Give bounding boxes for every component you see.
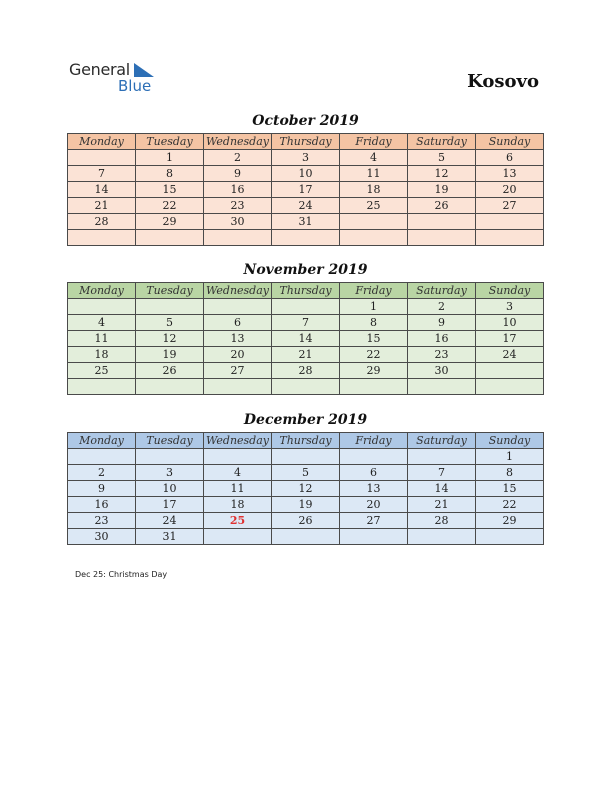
day-cell: 3	[136, 465, 204, 481]
day-cell	[136, 379, 204, 395]
day-cell	[68, 379, 136, 395]
day-cell	[204, 299, 272, 315]
day-cell: 21	[68, 198, 136, 214]
weekday-header: Sunday	[476, 283, 544, 299]
day-cell: 9	[408, 315, 476, 331]
day-cell	[68, 150, 136, 166]
weekday-header: Sunday	[476, 433, 544, 449]
day-cell: 5	[136, 315, 204, 331]
day-cell: 14	[408, 481, 476, 497]
day-cell: 13	[476, 166, 544, 182]
day-cell: 8	[136, 166, 204, 182]
day-cell	[272, 529, 340, 545]
day-cell	[136, 299, 204, 315]
day-cell	[272, 449, 340, 465]
week-row	[68, 465, 544, 481]
weekday-header-row	[68, 283, 544, 299]
day-cell: 17	[136, 497, 204, 513]
weekday-header: Saturday	[408, 433, 476, 449]
day-cell: 24	[136, 513, 204, 529]
day-cell: 15	[340, 331, 408, 347]
day-cell	[68, 449, 136, 465]
day-cell	[272, 379, 340, 395]
day-cell: 10	[476, 315, 544, 331]
day-cell: 23	[408, 347, 476, 363]
day-cell: 4	[68, 315, 136, 331]
day-cell: 31	[272, 214, 340, 230]
day-cell	[68, 299, 136, 315]
day-cell	[340, 230, 408, 246]
weekday-header: Tuesday	[136, 433, 204, 449]
day-cell: 30	[68, 529, 136, 545]
day-cell: 22	[136, 198, 204, 214]
week-row	[68, 299, 544, 315]
weekday-header: Monday	[68, 283, 136, 299]
day-cell	[476, 379, 544, 395]
calendar-november	[67, 282, 544, 395]
day-cell: 28	[272, 363, 340, 379]
day-cell: 27	[476, 198, 544, 214]
day-cell: 11	[340, 166, 408, 182]
weekday-header: Thursday	[272, 433, 340, 449]
day-cell	[204, 379, 272, 395]
logo-word-general: General	[69, 60, 130, 79]
weekday-header: Thursday	[272, 134, 340, 150]
calendar-body	[68, 299, 544, 395]
week-row	[68, 315, 544, 331]
weekday-header: Saturday	[408, 283, 476, 299]
day-cell: 16	[68, 497, 136, 513]
calendar-body	[68, 449, 544, 545]
day-cell	[204, 449, 272, 465]
week-row	[68, 513, 544, 529]
day-cell	[272, 299, 340, 315]
day-cell: 4	[340, 150, 408, 166]
week-row	[68, 150, 544, 166]
day-cell: 8	[340, 315, 408, 331]
week-row	[68, 529, 544, 545]
day-cell: 24	[272, 198, 340, 214]
day-cell: 11	[68, 331, 136, 347]
day-cell: 19	[272, 497, 340, 513]
weekday-header: Saturday	[408, 134, 476, 150]
day-cell: 16	[204, 182, 272, 198]
day-cell: 19	[408, 182, 476, 198]
day-cell: 20	[204, 347, 272, 363]
month-title-december: December 2019	[243, 412, 368, 428]
weekday-header: Thursday	[272, 283, 340, 299]
day-cell	[204, 230, 272, 246]
day-cell	[408, 230, 476, 246]
day-cell: 13	[204, 331, 272, 347]
day-cell: 30	[204, 214, 272, 230]
week-row	[68, 198, 544, 214]
day-cell: 25	[340, 198, 408, 214]
day-cell: 28	[68, 214, 136, 230]
day-cell: 17	[476, 331, 544, 347]
weekday-header: Tuesday	[136, 283, 204, 299]
holiday-day-cell: 25	[204, 513, 272, 529]
day-cell	[408, 529, 476, 545]
week-row	[68, 166, 544, 182]
day-cell	[68, 230, 136, 246]
day-cell	[204, 529, 272, 545]
day-cell: 21	[408, 497, 476, 513]
weekday-header: Wednesday	[204, 433, 272, 449]
day-cell: 4	[204, 465, 272, 481]
day-cell: 6	[476, 150, 544, 166]
day-cell: 23	[204, 198, 272, 214]
day-cell: 28	[408, 513, 476, 529]
day-cell	[340, 379, 408, 395]
day-cell: 29	[340, 363, 408, 379]
day-cell: 6	[340, 465, 408, 481]
country-title: Kosovo	[467, 71, 539, 92]
day-cell: 14	[68, 182, 136, 198]
day-cell	[136, 230, 204, 246]
weekday-header: Friday	[340, 134, 408, 150]
day-cell: 1	[476, 449, 544, 465]
day-cell: 7	[408, 465, 476, 481]
day-cell: 15	[476, 481, 544, 497]
day-cell: 3	[272, 150, 340, 166]
day-cell: 8	[476, 465, 544, 481]
day-cell: 20	[340, 497, 408, 513]
day-cell: 1	[340, 299, 408, 315]
day-cell: 26	[136, 363, 204, 379]
day-cell: 15	[136, 182, 204, 198]
day-cell: 3	[476, 299, 544, 315]
day-cell: 1	[136, 150, 204, 166]
day-cell: 9	[204, 166, 272, 182]
day-cell: 18	[204, 497, 272, 513]
day-cell: 27	[340, 513, 408, 529]
day-cell: 5	[272, 465, 340, 481]
day-cell: 10	[136, 481, 204, 497]
day-cell: 22	[476, 497, 544, 513]
day-cell: 26	[408, 198, 476, 214]
weekday-header-row	[68, 134, 544, 150]
day-cell	[408, 379, 476, 395]
day-cell: 20	[476, 182, 544, 198]
day-cell: 31	[136, 529, 204, 545]
day-cell: 9	[68, 481, 136, 497]
holiday-note: Dec 25: Christmas Day	[75, 570, 168, 579]
weekday-header: Friday	[340, 433, 408, 449]
day-cell: 5	[408, 150, 476, 166]
weekday-header: Friday	[340, 283, 408, 299]
brand-logo	[69, 60, 169, 96]
day-cell: 23	[68, 513, 136, 529]
day-cell	[476, 230, 544, 246]
week-row	[68, 230, 544, 246]
day-cell: 27	[204, 363, 272, 379]
weekday-header: Wednesday	[204, 283, 272, 299]
weekday-header: Monday	[68, 134, 136, 150]
day-cell: 2	[68, 465, 136, 481]
day-cell: 10	[272, 166, 340, 182]
day-cell: 2	[408, 299, 476, 315]
week-row	[68, 481, 544, 497]
day-cell: 24	[476, 347, 544, 363]
day-cell: 18	[68, 347, 136, 363]
day-cell	[340, 214, 408, 230]
day-cell	[476, 529, 544, 545]
day-cell: 21	[272, 347, 340, 363]
day-cell: 17	[272, 182, 340, 198]
weekday-header: Wednesday	[204, 134, 272, 150]
day-cell	[476, 363, 544, 379]
day-cell: 16	[408, 331, 476, 347]
week-row	[68, 331, 544, 347]
day-cell: 19	[136, 347, 204, 363]
weekday-header: Sunday	[476, 134, 544, 150]
week-row	[68, 379, 544, 395]
calendar-december	[67, 432, 544, 545]
day-cell: 25	[68, 363, 136, 379]
day-cell: 29	[476, 513, 544, 529]
calendar-october	[67, 133, 544, 246]
logo-triangle-icon	[134, 63, 154, 77]
week-row	[68, 214, 544, 230]
week-row	[68, 347, 544, 363]
day-cell	[272, 230, 340, 246]
week-row	[68, 363, 544, 379]
weekday-header: Monday	[68, 433, 136, 449]
day-cell: 18	[340, 182, 408, 198]
day-cell: 7	[272, 315, 340, 331]
day-cell: 22	[340, 347, 408, 363]
day-cell	[408, 449, 476, 465]
day-cell: 7	[68, 166, 136, 182]
day-cell	[408, 214, 476, 230]
day-cell: 12	[408, 166, 476, 182]
week-row	[68, 449, 544, 465]
logo-word-blue: Blue	[118, 77, 152, 95]
day-cell	[340, 449, 408, 465]
day-cell: 11	[204, 481, 272, 497]
day-cell	[476, 214, 544, 230]
week-row	[68, 497, 544, 513]
calendar-body	[68, 150, 544, 246]
day-cell: 12	[272, 481, 340, 497]
week-row	[68, 182, 544, 198]
day-cell: 2	[204, 150, 272, 166]
month-title-november: November 2019	[243, 262, 368, 278]
day-cell	[136, 449, 204, 465]
day-cell: 14	[272, 331, 340, 347]
weekday-header: Tuesday	[136, 134, 204, 150]
month-title-october: October 2019	[252, 113, 359, 129]
weekday-header-row	[68, 433, 544, 449]
day-cell: 30	[408, 363, 476, 379]
day-cell: 26	[272, 513, 340, 529]
day-cell: 12	[136, 331, 204, 347]
day-cell: 29	[136, 214, 204, 230]
day-cell: 6	[204, 315, 272, 331]
day-cell: 13	[340, 481, 408, 497]
day-cell	[340, 529, 408, 545]
